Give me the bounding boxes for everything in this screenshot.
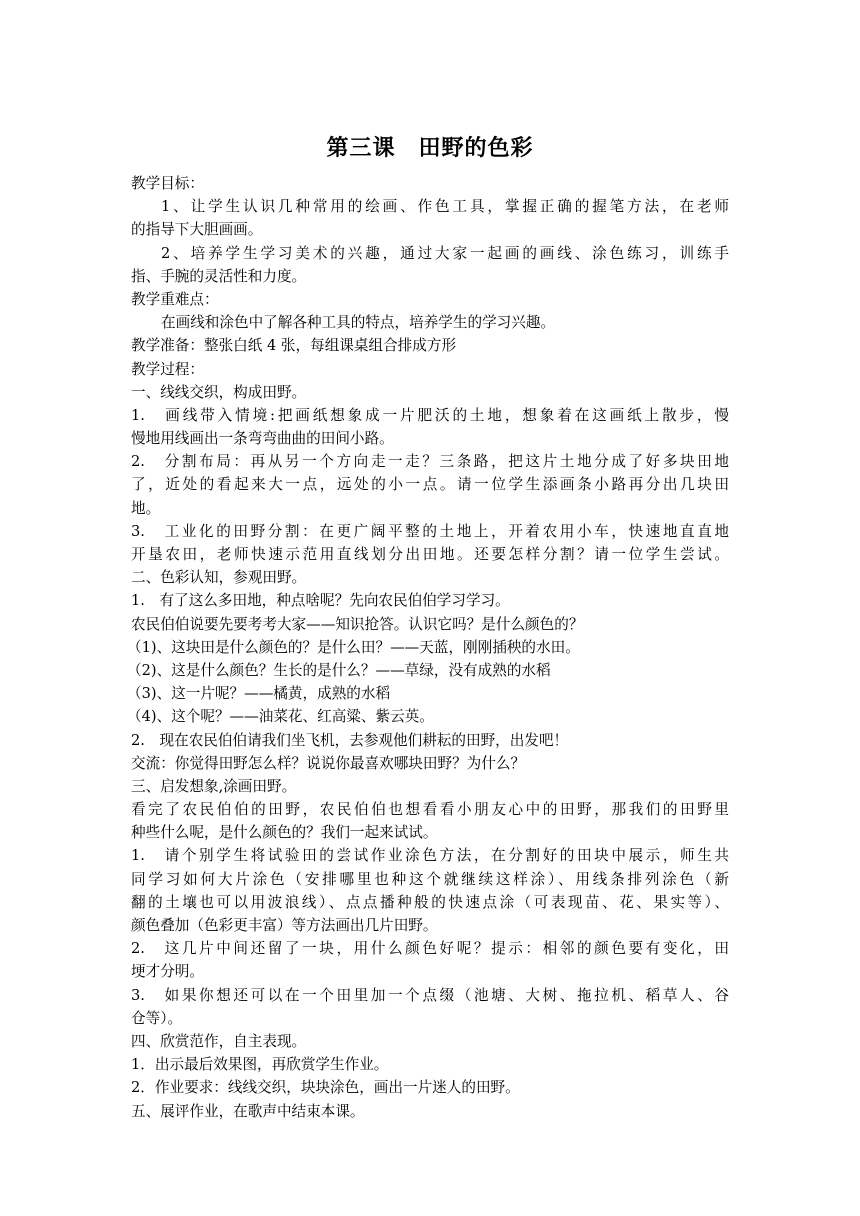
paragraph-line: 2. 现在农民伯伯请我们坐飞机，去参观他们耕耘的田野，出发吧！ (131, 731, 569, 749)
part-heading-2: 二、色彩认知，参观田野。 (131, 569, 307, 587)
part-heading-1: 一、线线交织，构成田野。 (131, 383, 307, 401)
paragraph-line: 在画线和涂色中了解各种工具的特点，培养学生的学习兴趣。 (161, 314, 556, 332)
paragraph-line: 指、手腕的灵活性和力度。 (131, 267, 307, 285)
paragraph-line: 1．出示最后效果图，再欣赏学生作业。 (131, 1056, 389, 1074)
part-heading-3: 三、启发想象,涂画田野。 (131, 777, 297, 795)
paragraph-line: 埂才分明。 (131, 963, 204, 981)
paragraph-line: 1. 请个别学生将试验田的尝试作业涂色方法，在分割好的田块中展示，师生共 (131, 847, 729, 865)
paragraph-line: 慢地用线画出一条弯弯曲曲的田间小路。 (131, 430, 394, 448)
paragraph-line: 1、让学生认识几种常用的绘画、作色工具，掌握正确的握笔方法，在老师 (161, 198, 729, 216)
paragraph-line: 种些什么呢，是什么颜色的？我们一起来试试。 (131, 824, 438, 842)
list-item: （4)、这个呢？——油菜花、红高粱、紫云英。 (127, 708, 434, 726)
paragraph-line: 地。 (131, 499, 161, 517)
paragraph-line: 仓等）。 (131, 1009, 183, 1027)
paragraph-line: 2、培养学生学习美术的兴趣，通过大家一起画的画线、涂色练习，训练手 (161, 244, 729, 262)
paragraph-line: 交流：你觉得田野怎么样？说说你最喜欢哪块田野？为什么？ (131, 754, 526, 772)
list-item: （1)、这块田是什么颜色的？是什么田？——天蓝，刚刚插秧的水田。 (127, 638, 580, 656)
paragraph-line: 的指导下大胆画画。 (131, 221, 263, 239)
list-item: （3)、这一片呢？——橘黄，成熟的水稻 (127, 685, 391, 703)
paragraph-line: 1. 画线带入情境:把画纸想象成一片肥沃的土地，想象着在这画纸上散步，慢 (131, 406, 729, 424)
paragraph-line: 看完了农民伯伯的田野，农民伯伯也想看看小朋友心中的田野，那我们的田野里 (131, 801, 729, 819)
paragraph-line: 农民伯伯说要先要考考大家——知识抢答。认识它吗？是什么颜色的？ (131, 615, 584, 633)
document-body (127, 172, 729, 1123)
paragraph-line: 3. 工业化的田野分割：在更广阔平整的土地上，开着农用小车，快速地直直地 (131, 522, 729, 540)
paragraph-line: 开垦农田，老师快速示范用直线划分出田地。还要怎样分割？请一位学生尝试。 (131, 546, 729, 563)
paragraph-line: 了，近处的看起来大一点，远处的小一点。请一位学生添画条小路再分出几块田 (131, 476, 729, 494)
lesson-title: 第三课 田野的色彩 (326, 136, 534, 161)
section-heading-process: 教学过程： (131, 360, 204, 378)
part-heading-4: 四、欣赏范作，自主表现。 (131, 1032, 307, 1050)
section-heading-preparation: 教学准备：整张白纸 4 张，每组课桌组合排成方形 (131, 337, 457, 355)
paragraph-line: 2．作业要求：线线交织，块块涂色，画出一片迷人的田野。 (131, 1079, 520, 1097)
paragraph-line: 颜色叠加（色彩更丰富）等方法画出几片田野。 (131, 917, 438, 934)
part-heading-5: 五、展评作业，在歌声中结束本课。 (131, 1102, 365, 1120)
section-heading-objectives: 教学目标： (131, 175, 204, 192)
paragraph-line: 3. 如果你想还可以在一个田里加一个点缀（池塘、大树、拖拉机、稻草人、谷 (131, 986, 729, 1004)
list-item: （2)、这是什么颜色？生长的是什么？——草绿，没有成熟的水稻 (127, 661, 551, 679)
paragraph-line: 2. 这几片中间还留了一块，用什么颜色好呢？提示：相邻的颜色要有变化，田 (131, 940, 729, 958)
section-heading-key-points: 教学重难点： (131, 290, 219, 308)
paragraph-line: 翻的土壤也可以用波浪线）、点点播种般的快速点涂（可表现苗、花、果实等）、 (131, 893, 729, 911)
paragraph-line: 同学习如何大片涂色（安排哪里也种这个就继续这样涂）、用线条排列涂色（新 (131, 870, 729, 888)
paragraph-line: 2. 分割布局：再从另一个方向走一走？三条路，把这片土地分成了好多块田地 (131, 453, 729, 471)
paragraph-line: 1. 有了这么多田地，种点啥呢？先向农民伯伯学习学习。 (131, 592, 510, 610)
